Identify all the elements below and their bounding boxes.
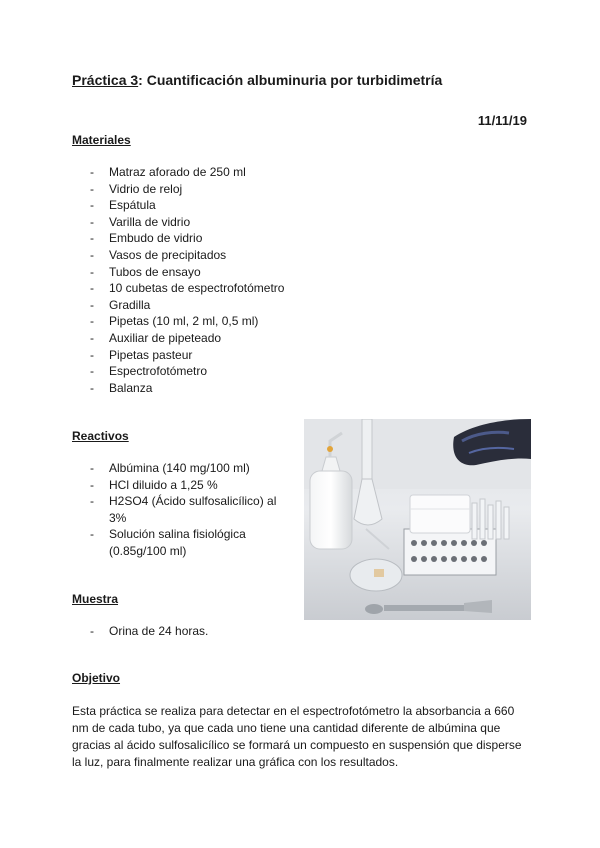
- page-title: [72, 72, 442, 88]
- list-item: - 10 cubetas de espectrofotómetro: [72, 280, 332, 297]
- list-item: - Vidrio de reloj: [72, 181, 332, 198]
- muestra-list: [72, 623, 332, 640]
- title-suffix: : Cuantificación albuminuria por turbidimetría: [138, 72, 443, 88]
- lab-photo: [304, 419, 531, 620]
- objetivo-heading: Objetivo: [72, 671, 121, 685]
- list-item: - Embudo de vidrio: [72, 230, 332, 247]
- list-item: - Espátula: [72, 197, 332, 214]
- objetivo-paragraph: Esta práctica se realiza para detectar en el espectrofotómetro la absorbancia a 660 nm de cada tubo, ya que cada uno tiene una cantidad diferente de albúmina que gracias al ácido sulfosalicílico se formará un compuesto en suspensión que disperse la luz, para finalmente realizar una gráfica con los resultados.: [72, 704, 522, 769]
- list-item: - Pipetas pasteur: [72, 347, 332, 364]
- list-item: - Gradilla: [72, 297, 332, 314]
- list-item: - Auxiliar de pipeteado: [72, 330, 332, 347]
- reactivos-heading: Reactivos: [72, 429, 129, 443]
- list-item: - Vasos de precipitados: [72, 247, 332, 264]
- list-item: - H2SO4 (Ácido sulfosalicílico) al 3%: [72, 493, 287, 526]
- list-item: - Solución salina fisiológica (0.85g/100 ml): [72, 526, 287, 559]
- list-item: - Albúmina (140 mg/100 ml): [72, 460, 287, 477]
- list-item: - Orina de 24 horas.: [72, 623, 332, 640]
- list-item: - Espectrofotómetro: [72, 363, 332, 380]
- list-item: - Matraz aforado de 250 ml: [72, 164, 332, 181]
- materiales-list: [72, 164, 332, 396]
- muestra-heading: Muestra: [72, 592, 119, 606]
- reactivos-list: [72, 460, 287, 560]
- date: 11/11/19: [477, 113, 527, 128]
- materiales-heading: Materiales: [72, 133, 131, 147]
- list-item: - Tubos de ensayo: [72, 264, 332, 281]
- list-item: - Varilla de vidrio: [72, 214, 332, 231]
- title-prefix: Práctica 3: [72, 72, 139, 88]
- list-item: - Balanza: [72, 380, 332, 397]
- list-item: - HCl diluido a 1,25 %: [72, 477, 287, 494]
- list-item: - Pipetas (10 ml, 2 ml, 0,5 ml): [72, 313, 332, 330]
